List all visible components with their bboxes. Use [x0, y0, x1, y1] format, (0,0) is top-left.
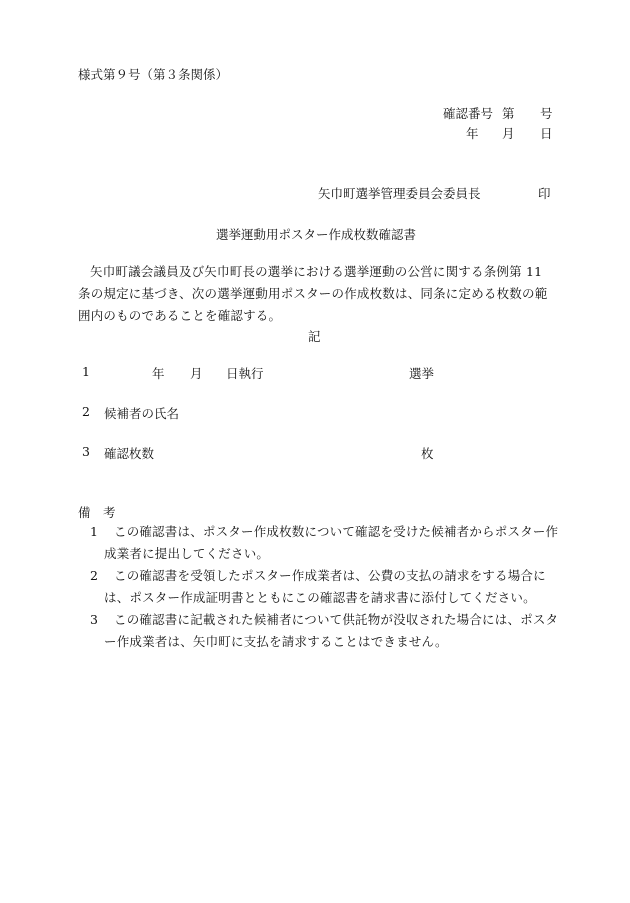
- remark-number: 3: [90, 612, 99, 627]
- item-1-day-exec: 日執行: [226, 366, 264, 381]
- remark-text: この確認書は、ポスター作成枚数について確認を受けた候補者からポスター作成業者に提出してください。: [104, 524, 559, 561]
- form-number: 様式第９号（第３条関係）: [78, 67, 229, 82]
- item-3-number: 3: [82, 444, 90, 459]
- remarks-heading: 備 考: [78, 505, 116, 520]
- remark-number: 2: [90, 568, 99, 583]
- confirmation-number-label: 確認番号: [443, 106, 494, 121]
- item-3-label: 確認枚数: [104, 446, 155, 461]
- confirmation-number-go: 号: [540, 106, 553, 121]
- remark-item: [88, 609, 568, 653]
- item-1-election: 選挙: [409, 366, 435, 381]
- issuer-seal: 印: [538, 186, 551, 201]
- remark-item: [88, 565, 568, 609]
- remark-number: 1: [90, 524, 99, 539]
- remark-text: この確認書に記載された候補者について供託物が没収された場合には、ポスター作成業者は、矢巾町に支払を請求することはできません。: [104, 612, 559, 649]
- date-day: 日: [540, 126, 553, 141]
- item-3-unit: 枚: [421, 446, 434, 461]
- document-title: 選挙運動用ポスター作成枚数確認書: [216, 227, 417, 242]
- date-year: 年: [466, 126, 479, 141]
- confirmation-number-dai: 第: [502, 106, 515, 121]
- remark-text: この確認書を受領したポスター作成業者は、公費の支払の請求をする場合には、ポスター作成証明書とともにこの確認書を請求書に添付してください。: [104, 568, 546, 605]
- item-2-number: 2: [82, 404, 90, 419]
- date-month: 月: [502, 126, 515, 141]
- item-2-label: 候補者の氏名: [104, 406, 180, 421]
- ki-marker: 記: [308, 329, 321, 344]
- issuer-title: 矢巾町選挙管理委員会委員長: [318, 186, 481, 201]
- item-1-month: 月: [190, 366, 203, 381]
- item-1-number: 1: [82, 364, 90, 379]
- body-paragraph: 矢巾町議会議員及び矢巾町長の選挙における選挙運動の公営に関する条例第 11 条の規定に基づき、次の選挙運動用ポスターの作成枚数は、同条に定める枚数の範囲内のものであることを確認する。: [78, 264, 548, 323]
- remark-item: [88, 521, 568, 565]
- item-1-year: 年: [152, 366, 165, 381]
